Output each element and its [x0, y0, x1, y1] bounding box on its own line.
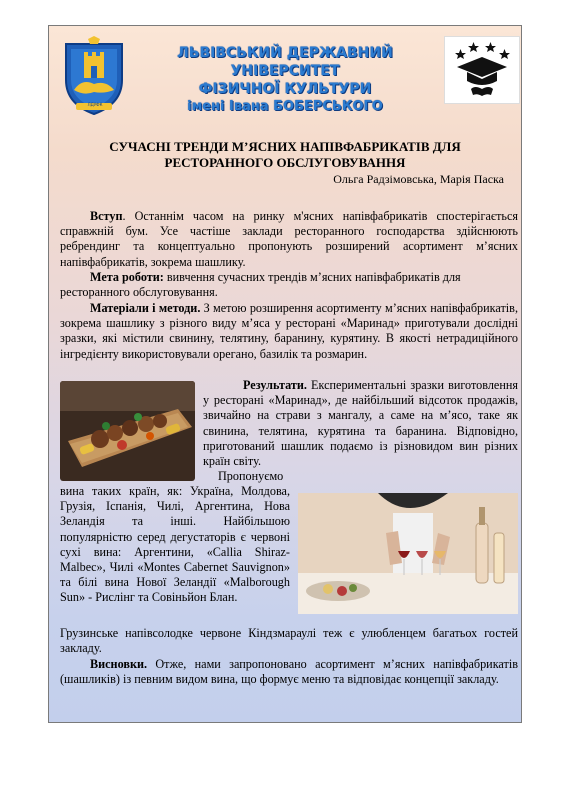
results-offer: Пропонуємо	[218, 469, 284, 483]
authors: Ольга Радзімовська, Марія Паска	[333, 172, 504, 186]
methods-paragraph	[60, 301, 518, 362]
university-name	[130, 44, 440, 116]
shashlik-photo	[60, 381, 195, 481]
results-text: Експериментальні зразки виготовлення у ресторані «Маринад», де найбільший відсоток продажів, звичайно на страви з мангалу, а саме на м’ясо, таке як свинина, телятина, курятина та баранина. Відповідно, приготований шашлик подаємо із різновидом вин різних країн світу.	[203, 378, 518, 469]
article-title-line2: РЕСТОРАННОГО ОБСЛУГОВУВАННЯ	[164, 155, 406, 170]
wine-tasting-photo	[298, 493, 518, 614]
wine-image-icon	[298, 493, 518, 614]
methods-text: З метою розширення асортименту м’ясних напівфабрикатів, зокрема шашлику з різного виду м’яса у ресторані «Маринад» приготували дослідні зразки, які містили свинину, телятину, баранину, курятину. В якості нетрадиційного інгредієнту використовували орегано, базилік та розмарин.	[60, 301, 518, 361]
goal-paragraph	[60, 270, 518, 300]
article-title-line1: СУЧАСНІ ТРЕНДИ М’ЯСНИХ НАПІВФАБРИКАТІВ ДЛЯ	[109, 139, 461, 154]
conclusions-paragraph	[60, 657, 518, 687]
results-label: Результати.	[243, 378, 307, 392]
poster-frame	[48, 25, 522, 723]
article-title	[60, 139, 510, 171]
university-name-line3: імені Івана БОБЕРСЬКОГО	[187, 99, 383, 114]
goal-label: Мета роботи:	[90, 270, 164, 284]
intro-paragraph	[60, 209, 518, 270]
graduation-cap-stars-icon	[444, 36, 520, 104]
intro-text: . Останнім часом на ринку м'ясних напівфабрикатів спостерігається справжній бум. Усе частіше заклади ресторанного господарства здійснюють ребрендинг та концептуально пропонують розширений асортимент м’ясних напівфабрикатів, зокрема шашлику.	[60, 209, 518, 269]
results-georgian-wine: Грузинське напівсолодке червоне Кіндзмараулі теж є улюбленцем багатьох гостей закладу.	[60, 626, 518, 656]
shashlik-image-icon	[60, 381, 195, 481]
methods-label: Матеріали і методи.	[90, 301, 201, 315]
intro-label: Вступ	[90, 209, 123, 223]
results-wines: вина таких країн, як: Україна, Молдова, Грузія, Іспанія, Чилі, Аргентина, Нова Зеландія та інші. Найбільшою популярністю серед дегустаторів є червоні сухі вина: Аргентини, «Callia Shiraz-Malbec», Чилі «Montes Cabernet Sauvignon» та білі вина Нової Зеландії «Malborough Sun» - Рислінг та Совіньйон Блан.	[60, 484, 290, 605]
crest-ribbon-text: ЛДУФК	[87, 102, 103, 107]
conclusions-text: Отже, нами запропоновано асортимент м’ясних напівфабрикатів (шашликів) із певним видом вина, що формує меню та відповідає концепції закладу.	[60, 657, 518, 687]
goal-text: вивчення сучасних трендів м’ясних напівфабрикатів для ресторанного обслуговування.	[60, 270, 461, 300]
university-name-line1: ЛЬВІВСЬКИЙ ДЕРЖАВНИЙ УНІВЕРСИТЕТ	[177, 45, 393, 79]
conclusions-label: Висновки.	[90, 657, 148, 671]
university-name-line2: ФІЗИЧНОЇ КУЛЬТУРИ	[198, 81, 372, 97]
results-paragraph	[203, 378, 518, 469]
